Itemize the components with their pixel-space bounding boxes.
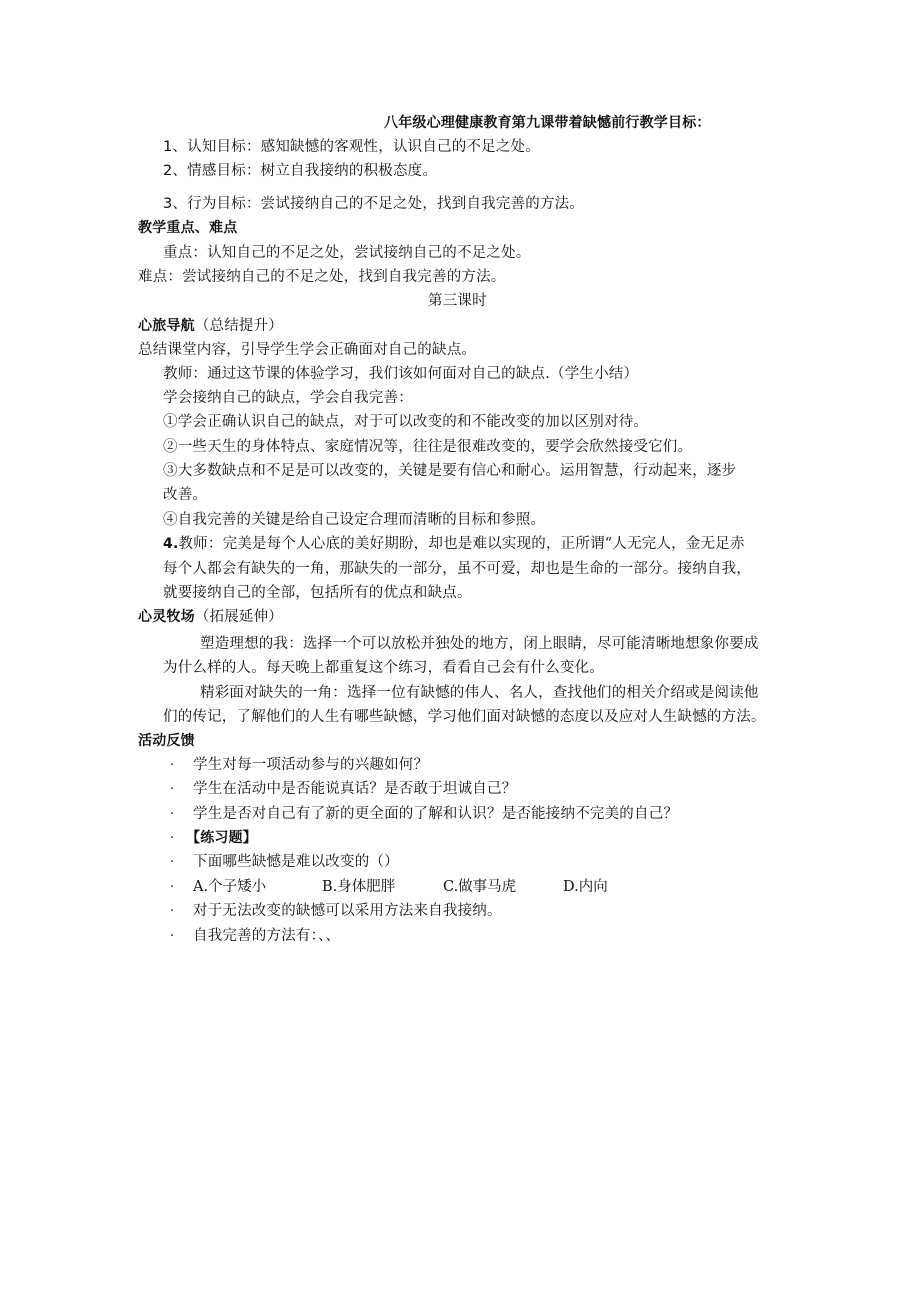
objective-1	[163, 137, 540, 157]
bullet-4: ·	[170, 831, 175, 846]
objective-3	[163, 194, 584, 214]
option-d: D.内向	[563, 879, 608, 895]
section-heading-xinling	[138, 607, 283, 627]
objective-2-text: 情感目标：树立自我接纳的积极态度。	[187, 163, 438, 179]
feedback-item-1: 学生对每一项活动参与的兴趣如何？	[193, 757, 429, 773]
bullet-1: ·	[170, 758, 175, 773]
point-4: ④自我完善的关键是给自己设定合理而清晰的目标和参照。	[163, 512, 546, 528]
ideal-self-line-2: 为什么样的人。每天晚上都重复这个练习，看看自己会有什么变化。	[163, 660, 604, 676]
section-heading-xinlv-title: 心旅导航	[138, 318, 195, 334]
bullet-2: ·	[170, 782, 175, 797]
objective-1-text: 认知目标：感知缺憾的客观性，认识自己的不足之处。	[187, 139, 540, 155]
bullet-5: ·	[170, 855, 175, 870]
section-heading-feedback: 活动反馈	[138, 733, 195, 749]
section-heading-xinling-title: 心灵牧场	[138, 609, 195, 625]
option-c: C.做事马虎	[443, 879, 517, 895]
feedback-item-2: 学生在活动中是否能说真话？是否敢于坦诚自己？	[193, 781, 517, 797]
point-2: ②一些天生的身体特点、家庭情况等，往往是很难改变的，要学会欣然接受它们。	[163, 439, 693, 455]
objective-1-number: 1、	[163, 139, 188, 155]
fill-blank-2: 自我完善的方法有：、、	[193, 928, 341, 944]
objective-2	[163, 161, 437, 181]
section-heading-xinling-note: （拓展延伸）	[194, 609, 284, 625]
teacher-closing-number: 4.	[163, 536, 179, 552]
section-heading-xinlv-note: （总结提升）	[194, 318, 284, 334]
bullet-6: ·	[170, 880, 175, 895]
exercise-heading: 【练习题】	[186, 830, 257, 846]
bullet-7: ·	[170, 904, 175, 919]
point-3: ③大多数缺点和不足是可以改变的，关键是要有信心和耐心。运用智慧，行动起来，逐步	[163, 463, 737, 479]
feedback-item-3: 学生是否对自己有了新的更全面的了解和认识？是否能接纳不完美的自己？	[193, 806, 679, 822]
objective-3-number: 3、	[163, 196, 188, 212]
objective-2-number: 2、	[163, 163, 188, 179]
bullet-3: ·	[170, 807, 175, 822]
lesson-label: 第三课时	[428, 293, 487, 309]
point-1: ①学会正确认识自己的缺点，对于可以改变的和不能改变的加以区别对待。	[163, 414, 649, 430]
bullet-8: ·	[170, 929, 175, 944]
document-title: 八年级心理健康教育第九课带着缺憾前行教学目标：	[384, 115, 711, 131]
missing-piece-line-1: 精彩面对缺失的一角：选择一位有缺憾的伟人、名人，查找他们的相关介绍或是阅读他	[200, 685, 759, 701]
teacher-closing-line-3: 就要接纳自己的全部，包括所有的优点和缺点。	[163, 585, 472, 601]
key-point-text: 重点：认知自己的不足之处，尝试接纳自己的不足之处。	[163, 245, 531, 261]
fill-blank-1: 对于无法改变的缺憾可以采用方法来自我接纳。	[193, 903, 502, 919]
teacher-closing-text: 教师：完美是每个人心底的美好期盼，却也是难以实现的，正所谓“人无完人，金无足赤	[178, 536, 745, 552]
point-3-continued: 改善。	[163, 487, 208, 503]
section-heading-xinlv	[138, 316, 283, 336]
option-b: B.身体肥胖	[322, 879, 396, 895]
accept-heading: 学会接纳自己的缺点，学会自我完善：	[163, 390, 413, 406]
teacher-closing-line-2: 每个人都会有缺失的一角，那缺失的一部分，虽不可爱，却也是生命的一部分。接纳自我，	[163, 561, 751, 577]
option-a: A.个子矮小	[193, 879, 267, 895]
exercise-question: 下面哪些缺憾是难以改变的（）	[193, 854, 399, 870]
teacher-question: 教师：通过这节课的体验学习，我们该如何面对自己的缺点.（学生小结）	[163, 366, 639, 382]
difficult-point-text: 难点：尝试接纳自己的不足之处，找到自我完善的方法。	[138, 269, 506, 285]
ideal-self-line-1: 塑造理想的我：选择一个可以放松并独处的地方，闭上眼睛，尽可能清晰地想象你要成	[200, 636, 759, 652]
missing-piece-line-2: 们的传记，了解他们的人生有哪些缺憾，学习他们面对缺憾的态度以及应对人生缺憾的方法。	[163, 709, 766, 725]
teacher-closing-line-1	[163, 534, 745, 554]
summary-intro: 总结课堂内容，引导学生学会正确面对自己的缺点。	[138, 342, 477, 358]
key-points-heading: 教学重点、难点	[138, 220, 238, 236]
objective-3-text: 行为目标：尝试接纳自己的不足之处，找到自我完善的方法。	[187, 196, 585, 212]
